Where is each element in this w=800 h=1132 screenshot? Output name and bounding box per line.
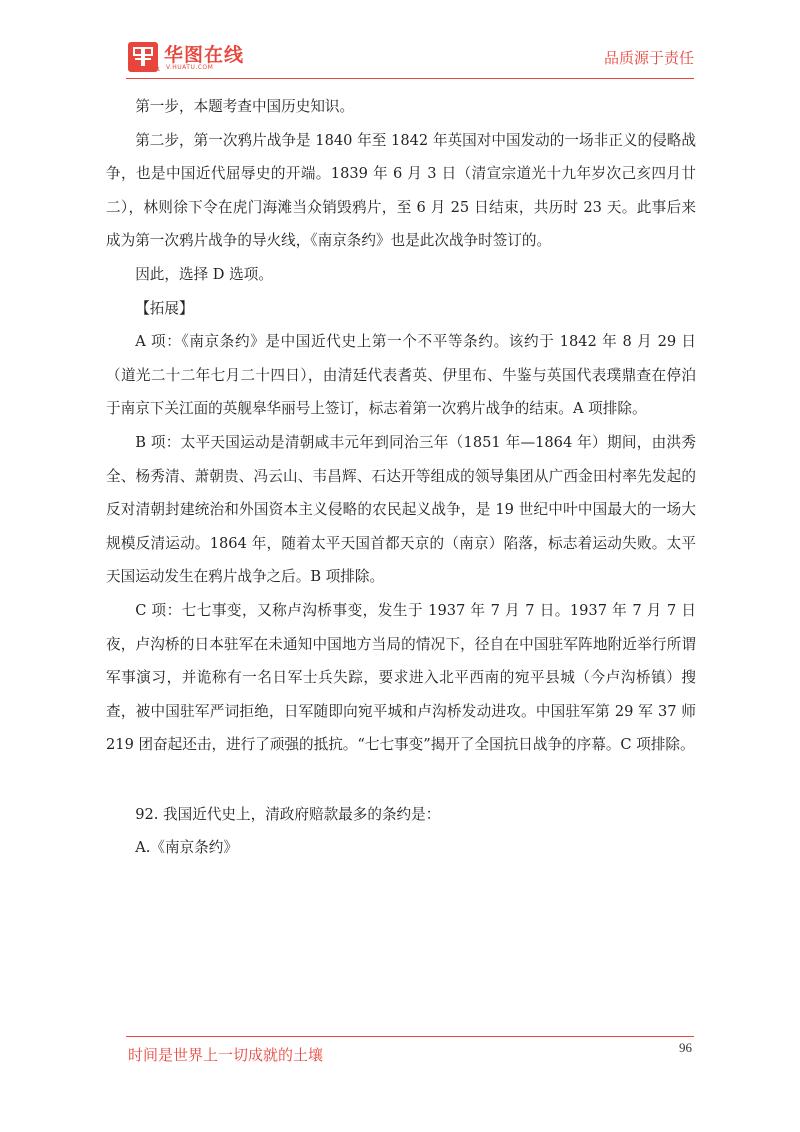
paragraph-option-b: B 项：太平天国运动是清朝咸丰元年到同治三年（1851 年—1864 年）期间，由洪秀全、杨秀清、萧朝贵、冯云山、韦昌辉、石达开等组成的领导集团从广西金田村率先发起的反对清朝封建统治和外国资本主义侵略的农民起义战争，是 19 世纪中叶中国最大的一场大规模反清运动。1864 年，随着太平天国首都天京的（南京）陷落，标志着运动失败。太平天国运动发生在鸦片战争之后。B 项排除。 bbox=[106, 433, 696, 586]
header-divider bbox=[126, 78, 694, 79]
document-body bbox=[106, 90, 696, 865]
page-header bbox=[0, 0, 800, 80]
section-tag-extension: 【拓展】 bbox=[135, 299, 194, 317]
paragraph-option-a: A 项：《南京条约》是中国近代史上第一个不平等条约。该约于 1842 年 8 月 29 日（道光二十二年七月二十四日），由清廷代表耆英、伊里布、牛鉴与英国代表璞鼎查在停泊于南京下关江面的英舰皋华丽号上签订，标志着第一次鸦片战争的结束。A 项排除。 bbox=[106, 333, 696, 418]
question-92: 92. 我国近代史上，清政府赔款最多的条约是： bbox=[135, 805, 441, 823]
logo-mark-icon bbox=[132, 46, 154, 68]
paragraph-step-one: 第一步，本题考查中国历史知识。 bbox=[135, 98, 355, 115]
paragraph-answer: 因此，选择 D 选项。 bbox=[135, 265, 273, 283]
page-number: 96 bbox=[679, 1040, 692, 1055]
brand-url: V.HUATU.COM bbox=[166, 64, 214, 71]
header-slogan: 品质源于责任 bbox=[603, 49, 694, 67]
footer-divider bbox=[126, 1036, 694, 1037]
question-option-a: A.《南京条约》 bbox=[135, 839, 238, 857]
paragraph-option-c: C 项：七七事变，又称卢沟桥事变，发生于 1937 年 7 月 7 日。1937 年 7 月 7 日夜，卢沟桥的日本驻军在未通知中国地方当局的情况下，径自在中国驻军阵地附近举行所谓军事演习，并诡称有一名日军士兵失踪，要求进入北平西南的宛平县城（今卢沟桥镇）搜查，被中国驻军严词拒绝，日军随即向宛平城和卢沟桥发动进攻。中国驻军第 29 军 37 师 219 团奋起还击，进行了顽强的抵抗。“七七事变”揭开了全国抗日战争的序幕。C 项排除。 bbox=[106, 601, 696, 754]
brand-name: 华图在线 bbox=[164, 44, 245, 66]
logo-year: SINCE 2001 bbox=[131, 67, 161, 73]
paragraph-step-two: 第二步，第一次鸦片战争是 1840 年至 1842 年英国对中国发动的一场非正义的侵略战争，也是中国近代屈辱史的开端。1839 年 6 月 3 日（清宣宗道光十九年岁次己亥四月廿二），林则徐下令在虎门海滩当众销毁鸦片，至 6 月 25 日结束，共历时 23 天。此事后来成为第一次鸦片战争的导火线，《南京条约》也是此次战争时签订的。 bbox=[106, 131, 696, 250]
footer-motto: 时间是世界上一切成就的土壤 bbox=[128, 1046, 324, 1064]
section-gap bbox=[106, 762, 696, 798]
